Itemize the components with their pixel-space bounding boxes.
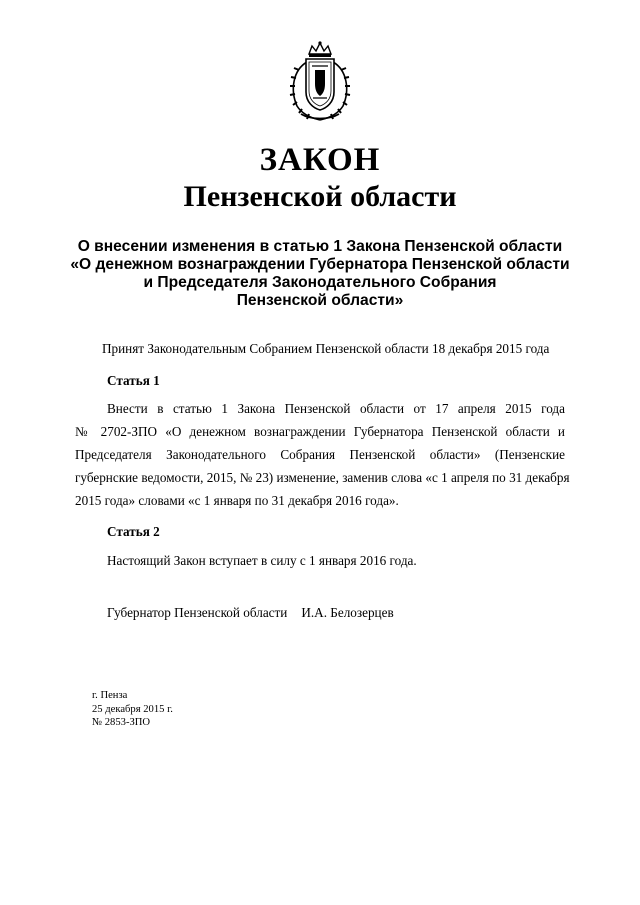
signatory-name: И.А. Белозерцев	[301, 605, 394, 620]
penza-coat-of-arms-icon	[287, 40, 353, 122]
article-2-title: Статья 2	[107, 524, 160, 539]
article-1-line: Председателя Законодательного Собрания Пензенской области» (Пензенские	[75, 447, 565, 462]
signatory-position: Губернатор Пензенской области	[107, 605, 288, 620]
footer-city: г. Пенза	[92, 690, 128, 701]
adoption-note: Принят Законодательным Собранием Пензенской области 18 декабря 2015 года	[102, 341, 550, 356]
article-1-line: Внести в статью 1 Закона Пензенской области от 17 апреля 2015 года	[107, 401, 565, 416]
article-1-line: губернские ведомости, 2015, № 23) изменение, заменив слова «с 1 апреля по 31 декабря	[75, 470, 570, 485]
article-2-text: Настоящий Закон вступает в силу с 1 января 2016 года.	[107, 553, 417, 568]
heading-line: и Председателя Законодательного Собрания	[143, 274, 497, 291]
footer-block	[92, 689, 173, 730]
article-1-line: № 2702-ЗПО «О денежном вознаграждении Губернатора Пензенской области и	[75, 424, 565, 439]
document-heading	[60, 238, 580, 310]
heading-line: Пензенской области»	[236, 292, 404, 309]
heading-line: «О денежном вознаграждении Губернатора Пензенской области	[70, 256, 570, 273]
footer-number: № 2853-ЗПО	[92, 717, 151, 728]
law-title: ЗАКОН	[259, 142, 381, 178]
signature-block	[107, 605, 394, 621]
footer-date: 25 декабря 2015 г.	[92, 703, 173, 715]
law-subtitle: Пензенской области	[183, 180, 457, 213]
article-1-line: 2015 года» словами «с 1 января по 31 декабря 2016 года».	[75, 493, 399, 508]
article-1-title: Статья 1	[107, 373, 160, 388]
heading-line: О внесении изменения в статью 1 Закона Пензенской области	[77, 238, 563, 255]
